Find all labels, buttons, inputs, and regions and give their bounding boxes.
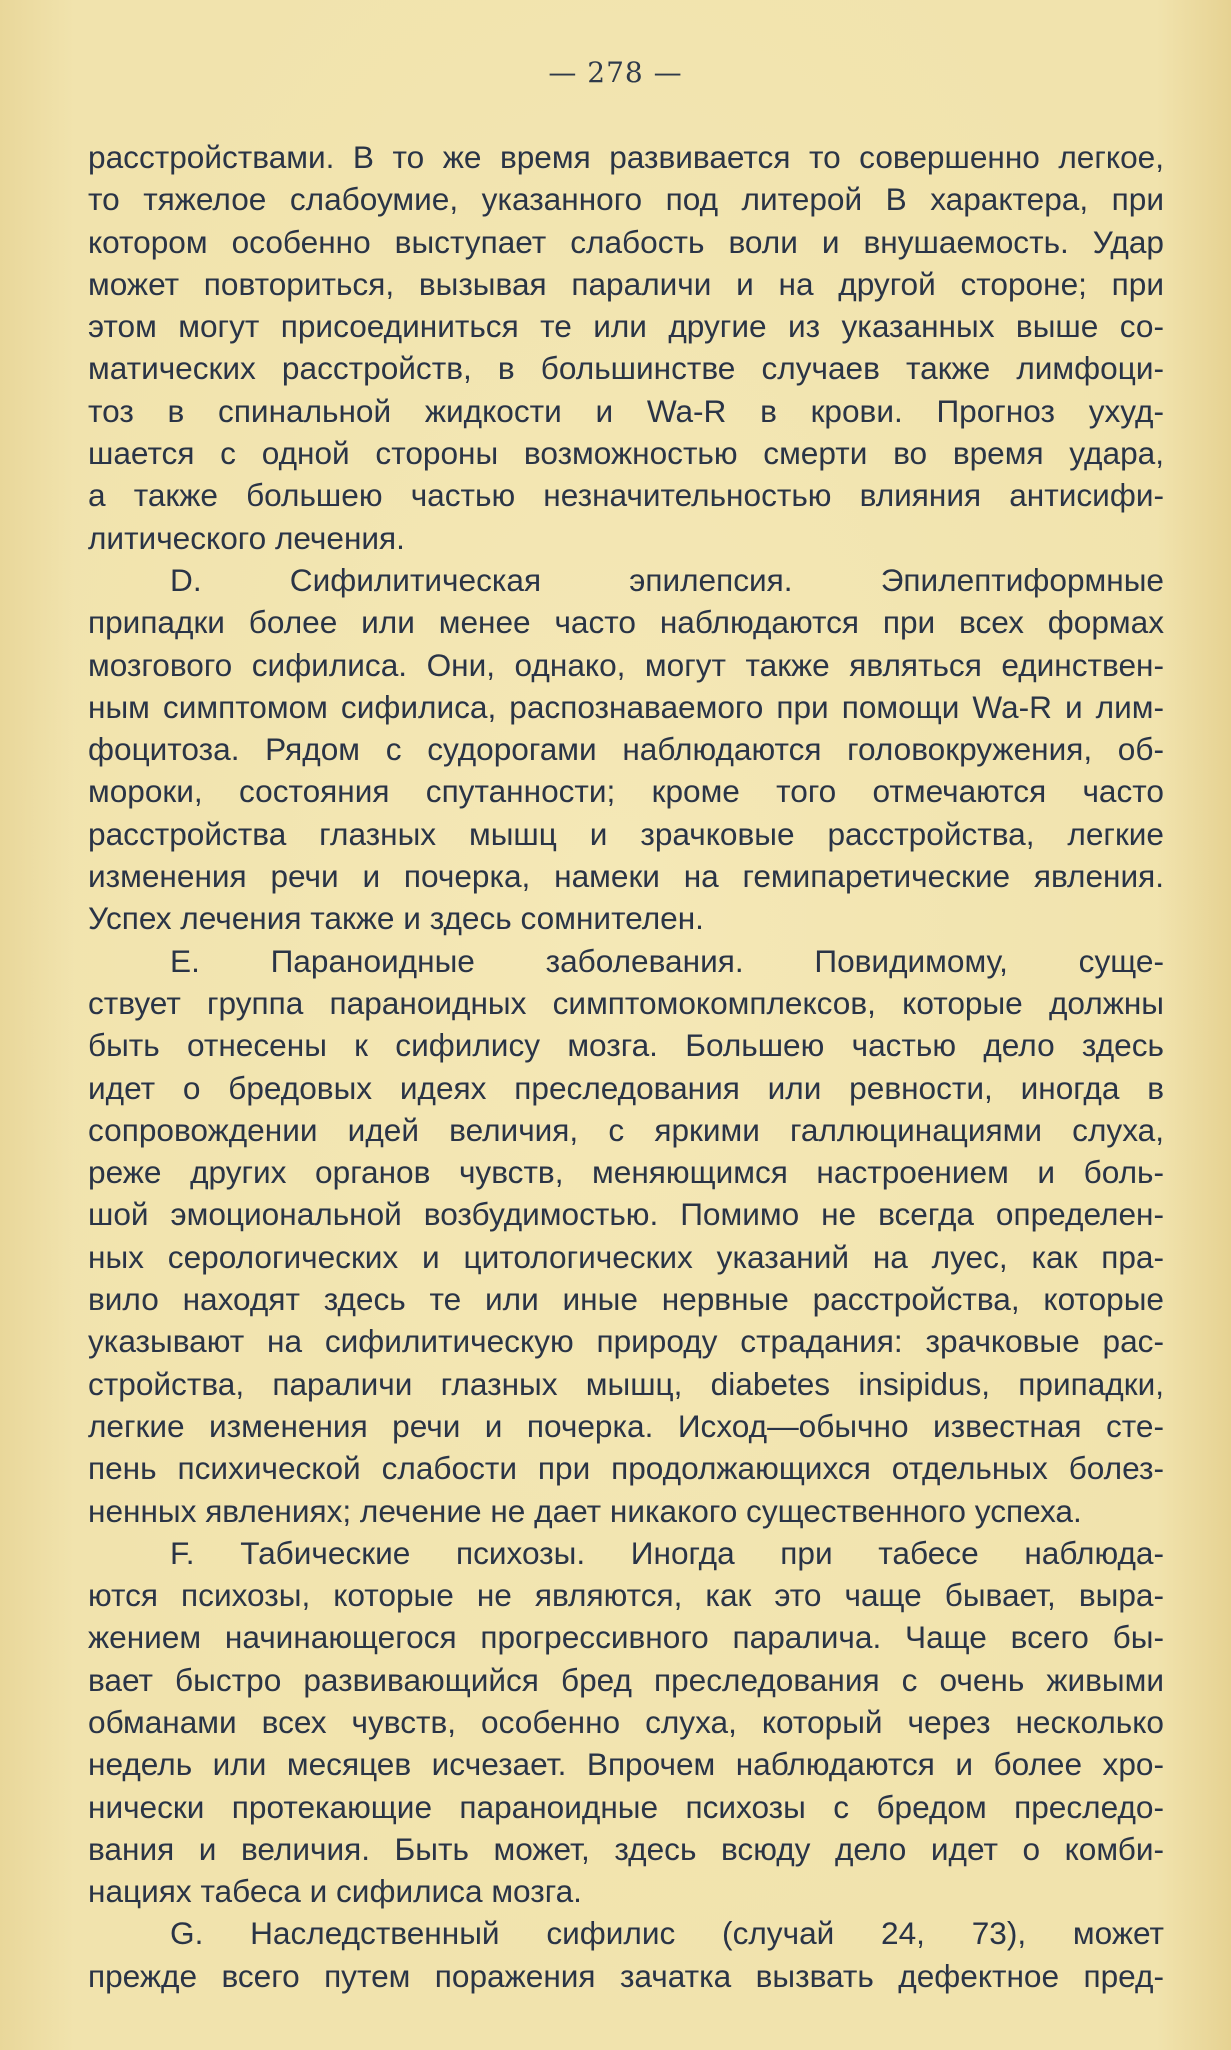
text-line: вания и величия. Быть может, здесь всюду дело идет о комби- bbox=[88, 1830, 1164, 1867]
text-line: то тяжелое слабоумие, указанного под литерой В характера, при bbox=[88, 181, 1164, 218]
text-line: вает быстро развивающийся бред преследования с очень живыми bbox=[88, 1661, 1164, 1698]
text-line: обманами всех чувств, особенно слуха, который через несколько bbox=[88, 1703, 1164, 1740]
text-line: этом могут присоединиться те или другие из указанных выше со- bbox=[88, 308, 1164, 345]
text-line: сопровождении идей величия, с яркими галлюцинациями слуха, bbox=[88, 1111, 1164, 1148]
text-line: Успех лечения также и здесь сомнителен. bbox=[88, 900, 704, 937]
text-line: мороки, состояния спутанности; кроме того отмечаются часто bbox=[88, 773, 1164, 810]
text-line: мозгового сифилиса. Они, однако, могут также являться единствен- bbox=[88, 646, 1164, 683]
text-line: изменения речи и почерка, намеки на гемипаретические явления. bbox=[88, 858, 1164, 895]
text-line: шается с одной стороны возможностью смерти во время удара, bbox=[88, 435, 1164, 472]
text-line: ются психозы, которые не являются, как это чаще бывает, выра- bbox=[88, 1577, 1164, 1614]
body-text bbox=[88, 136, 1164, 1997]
text-line: расстройства глазных мышц и зрачковые расстройства, легкие bbox=[88, 815, 1164, 852]
section-heading-line: D. Сифилитическая эпилепсия. Эпилептиформные bbox=[170, 561, 1164, 598]
text-line: ненных явлениях; лечение не дает никакого существенного успеха. bbox=[88, 1492, 1082, 1529]
section-heading-line: E. Параноидные заболевания. Повидимому, суще- bbox=[170, 942, 1164, 979]
text-line: недель или месяцев исчезает. Впрочем наблюдаются и более хро- bbox=[88, 1746, 1164, 1783]
text-line: указывают на сифилитическую природу страдания: зрачковые рас- bbox=[88, 1323, 1164, 1360]
text-line: легкие изменения речи и почерка. Исход—обычно известная сте- bbox=[88, 1407, 1164, 1444]
text-line: ствует группа параноидных симптомокомплексов, которые должны bbox=[88, 984, 1164, 1021]
text-line: нически протекающие параноидные психозы с бредом преследо- bbox=[88, 1788, 1164, 1825]
page-number: — 278 — bbox=[548, 56, 683, 89]
text-line: литического лечения. bbox=[88, 519, 405, 556]
text-line: быть отнесены к сифилису мозга. Большею частью дело здесь bbox=[88, 1027, 1164, 1064]
text-line: пень психической слабости при продолжающихся отдельных болез- bbox=[88, 1450, 1164, 1487]
text-line: нациях табеса и сифилиса мозга. bbox=[88, 1873, 582, 1910]
text-line: вило находят здесь те или иные нервные расстройства, которые bbox=[88, 1281, 1164, 1318]
section-heading-line: F. Табические психозы. Иногда при табесе наблюда- bbox=[170, 1534, 1164, 1571]
text-line: реже других органов чувств, меняющимся настроением и боль- bbox=[88, 1154, 1164, 1191]
text-line: шой эмоциональной возбудимостью. Помимо не всегда определен- bbox=[88, 1196, 1164, 1233]
text-line: может повториться, вызывая параличи и на другой стороне; при bbox=[88, 265, 1164, 302]
text-line: идет о бредовых идеях преследования или ревности, иногда в bbox=[88, 1069, 1164, 1106]
text-line: матических расстройств, в большинстве случаев также лимфоци- bbox=[88, 350, 1164, 387]
text-line: котором особенно выступает слабость воли и внушаемость. Удар bbox=[88, 223, 1164, 260]
text-line: тоз в спинальной жидкости и Wa-R в крови. Прогноз ухуд- bbox=[88, 392, 1164, 429]
text-line: припадки более или менее часто наблюдаются при всех формах bbox=[88, 604, 1164, 641]
text-line: фоцитоза. Рядом с судорогами наблюдаются головокружения, об- bbox=[88, 731, 1164, 768]
text-line: прежде всего путем поражения зачатка вызвать дефектное пред- bbox=[88, 1957, 1164, 1994]
text-line: расстройствами. В то же время развивается то совершенно легкое, bbox=[88, 139, 1164, 175]
text-line: ных серологических и цитологических указаний на луес, как пра- bbox=[88, 1238, 1164, 1275]
text-line: а также большею частью незначительностью влияния антисифи- bbox=[88, 477, 1164, 514]
section-heading-line: G. Наследственный сифилис (случай 24, 73), может bbox=[170, 1915, 1164, 1952]
text-line: стройства, параличи глазных мышц, diabetes insipidus, припадки, bbox=[88, 1365, 1164, 1402]
text-line: жением начинающегося прогрессивного паралича. Чаще всего бы- bbox=[88, 1619, 1164, 1656]
text-line: ным симптомом сифилиса, распознаваемого при помощи Wa-R и лим- bbox=[88, 688, 1164, 725]
